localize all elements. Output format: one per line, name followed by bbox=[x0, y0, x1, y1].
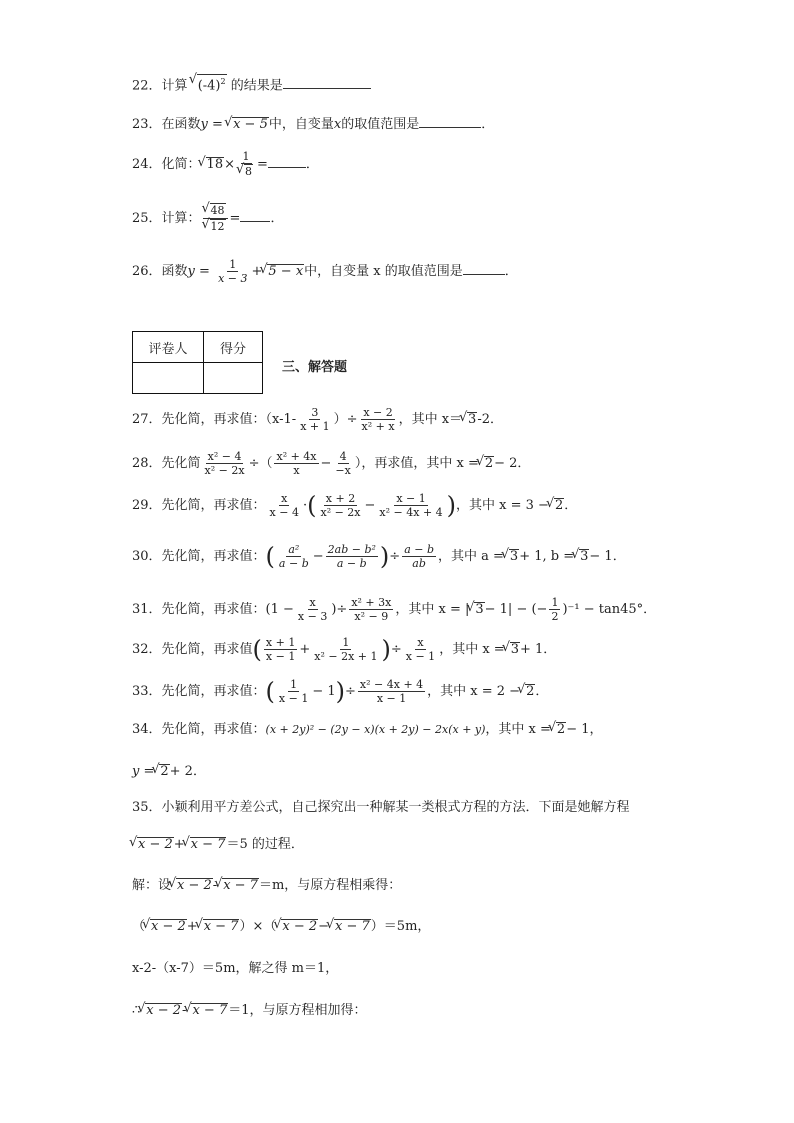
fraction: $\frac{x - 1}{\text{x² − 4x + 4}}$ bbox=[379, 492, 443, 519]
question-35-line2: √ x − 2+√ x − 7＝5 的过程． bbox=[132, 836, 304, 854]
fraction: 1 √ 8 bbox=[237, 150, 255, 179]
answer-blank[interactable] bbox=[268, 155, 306, 168]
fraction: $\frac{1}{2}$ bbox=[551, 596, 559, 623]
question-32: 32．先化简，再求值( $\frac{x + 1}{x - 1}$ + $\frac{1}{\text{x² − 2x + 1}}$ )÷ $\frac{x}{x - 1}$ ，其中 x =√ 3+ 1． bbox=[132, 636, 556, 663]
fraction: $\frac{x + 1}{x - 1}$ bbox=[265, 636, 296, 663]
grader-cell[interactable] bbox=[133, 363, 204, 394]
fraction: $\frac{\text{x² − 4}}{\text{x² − 2x}}$ bbox=[204, 450, 245, 477]
question-35-line5: x-2-（x-7）＝5m，解之得 m＝1， bbox=[132, 961, 339, 976]
fraction: $\frac{\text{x² + 4x}}{x}$ bbox=[276, 450, 317, 477]
fraction: $\frac{1}{x - 1}$ bbox=[278, 678, 309, 705]
answer-blank[interactable] bbox=[283, 76, 371, 89]
fraction: $\frac{x - 2}{\text{x² + x}}$ bbox=[361, 406, 395, 433]
question-35-line4: （√ x − 2+√ x − 7）×（√ x − 2−√ x − 7）＝5m， bbox=[132, 918, 430, 936]
fraction: $\frac{3}{x + 1}$ bbox=[300, 406, 330, 433]
fraction: $\frac{1}{\text{x² − 2x + 1}}$ bbox=[314, 636, 378, 663]
score-cell[interactable] bbox=[204, 363, 263, 394]
fraction: $\frac{1}{x - 3}$ bbox=[218, 258, 248, 285]
score-table bbox=[132, 331, 263, 394]
question-35-line1: 35．小颖利用平方差公式，自己探究出一种解某一类根式方程的方法．下面是她解方程 bbox=[132, 800, 630, 815]
fraction: $\frac{x}{x - 1}$ bbox=[405, 636, 436, 663]
fraction: $\frac{x}{x - 4}$ bbox=[269, 492, 299, 519]
answer-blank[interactable] bbox=[463, 262, 505, 275]
question-23: 23．在函数y = √ x − 5中，自变量x的取值范围是 ． bbox=[132, 115, 494, 134]
fraction: $\frac{x}{x - 3}$ bbox=[297, 596, 328, 623]
question-29: 29．先化简，再求值： $\frac{x}{x - 4}$ ·( $\frac{x + 2}{\text{x² − 2x}}$ − $\frac{x - 1}{\text{x² − 4x + 4}}$ )，其中 x = 3 −√ 2． bbox=[132, 492, 577, 519]
grader-header: 评卷人 bbox=[133, 332, 204, 363]
question-26: 26．函数y = $\frac{1}{x - 3}$ +√ 5 − x中，自变量 x 的取值范围是 ． bbox=[132, 258, 518, 285]
question-25: 25．计算： √ 48 √ 12 = ． bbox=[132, 203, 283, 234]
answer-blank[interactable] bbox=[419, 115, 481, 128]
section-title: 三、解答题 bbox=[282, 360, 348, 375]
score-header: 得分 bbox=[204, 332, 263, 363]
fraction: $\frac{\text{a²}}{a - b}$ bbox=[278, 543, 309, 570]
question-34: 34．先化简，再求值：(x + 2y)² − (2y − x)(x + 2y) − 2x(x + y)，其中 x =√ 2− 1， bbox=[132, 721, 603, 739]
sqrt-expression: √ $(-4)^2$ bbox=[197, 74, 227, 93]
fraction: $\frac{\text{x² − 4x + 4}}{x - 1}$ bbox=[359, 678, 424, 705]
fraction: $\frac{\text{2ab − b²}}{a - b}$ bbox=[327, 543, 376, 570]
question-31: 31．先化简，再求值：(1 − $\frac{x}{x - 3}$ )÷ $\frac{\text{x² + 3x}}{\text{x² − 9}}$ ，其中 x = |√ 3− 1| − (− $\frac{1}{2}$ )⁻¹ − tan45°． bbox=[132, 596, 656, 623]
fraction: $\frac{4}{-x}$ bbox=[335, 450, 351, 477]
question-35-line3: 解：设√ x − 2-√ x − 7＝m，与原方程相乘得： bbox=[132, 877, 401, 895]
question-27: 27．先化简，再求值：（x-1- $\frac{3}{x + 1}$ ）÷ $\frac{x - 2}{\text{x² + x}}$ ，其中 x＝√ 3-2． bbox=[132, 406, 503, 433]
sqrt-expression: √ x − 5 bbox=[232, 117, 269, 132]
fraction: $\frac{x + 2}{\text{x² − 2x}}$ bbox=[320, 492, 361, 519]
question-28: 28．先化简 $\frac{\text{x² − 4}}{\text{x² − 2x}}$ ÷（ $\frac{\text{x² + 4x}}{x}$ − $\frac{4}{-x}$ ），再求值，其中 x =√ 2− 2． bbox=[132, 450, 530, 477]
answer-blank[interactable] bbox=[240, 209, 270, 222]
question-30: 30．先化简，再求值：( $\frac{\text{a²}}{a - b}$ − $\frac{\text{2ab − b²}}{a - b}$ )÷ $\frac{a - b}{ab}$ ，其中 a =√ 3+ 1, b =√ 3− 1． bbox=[132, 543, 626, 570]
question-33: 33．先化简，再求值：( $\frac{1}{x - 1}$ − 1)÷ $\frac{\text{x² − 4x + 4}}{x - 1}$ ，其中 x = 2 −√ 2． bbox=[132, 678, 548, 705]
question-24: 24．化简：√ 18× 1 √ 8 = ． bbox=[132, 150, 319, 179]
fraction: $\frac{a - b}{ab}$ bbox=[404, 543, 434, 570]
question-35-line6: ∴√ x − 2-√ x − 7＝1，与原方程相加得： bbox=[132, 1002, 367, 1020]
question-22: 22．计算 √ $(-4)^2$ 的结果是 bbox=[132, 74, 371, 95]
fraction: √ 48 √ 12 bbox=[203, 203, 228, 234]
question-34-line2: y =√ 2+ 2． bbox=[132, 763, 206, 781]
fraction: $\frac{\text{x² + 3x}}{\text{x² − 9}}$ bbox=[351, 596, 392, 623]
